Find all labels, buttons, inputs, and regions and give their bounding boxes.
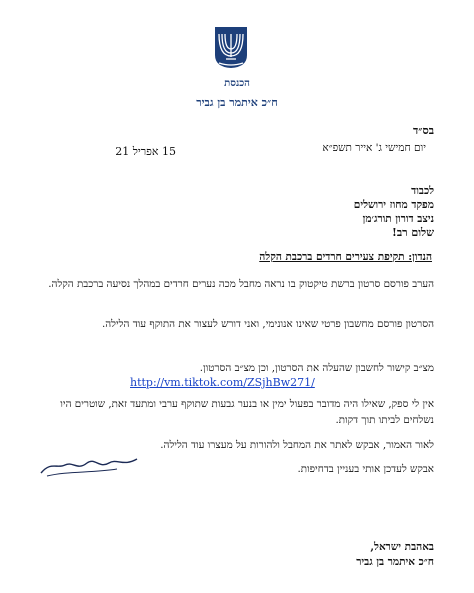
- body-paragraph: אבקש לעדכן אותי בעניין בדחיפות.: [297, 463, 434, 475]
- signature-block: [356, 540, 434, 570]
- greeting: שלום רב!: [392, 226, 434, 239]
- closing-line: באהבת ישראל,: [370, 541, 434, 553]
- institution-name: הכנסת: [224, 78, 250, 89]
- handwritten-signature: [37, 451, 141, 479]
- member-name: ח״כ איתמר בן גביר: [196, 96, 278, 109]
- recipient-line: לכבוד: [411, 185, 434, 197]
- hebrew-date: יום חמישי ג' אייר תשפ״א: [322, 142, 426, 154]
- body-paragraph: לאור האמור, אבקש לאתר את המחבל ולהורות על מעצרו עוד הלילה.: [160, 439, 434, 451]
- gregorian-date: 15 אפריל 21: [115, 145, 176, 158]
- body-paragraph: הערב פורסם סרטון ברשת טיקטוק בו נראה מחבל מכה נערים חרדים במהלך נסיעה ברכבת הקלה.: [48, 278, 434, 290]
- body-paragraph: אין לי ספק, שאילו היה מדובר בפעול ימין או בנער גבעות שתוקף ערבי ומתעד זאת, שוטרים היו נשלחים לביתו תוך דקות.: [60, 398, 434, 426]
- signer-name: ח״כ איתמר בן גביר: [356, 556, 434, 568]
- tiktok-link[interactable]: http://vm.tiktok.com/ZSjhBw271/: [130, 376, 315, 389]
- recipient-block: [354, 184, 434, 226]
- body-paragraph: מצ״ב קישור לחשבון שהעלה את הסרטון, וכן מצ״ב הסרטון.: [199, 362, 434, 374]
- recipient-line: ניצב דורון תורג׳מן: [362, 213, 434, 225]
- menorah-emblem-icon: [213, 25, 249, 69]
- subject-line: הנדון: תקיפת צעירים חרדים ברכבת הקלה: [259, 251, 432, 263]
- bsd-mark: בס״ד: [412, 124, 434, 137]
- recipient-line: מפקד מחוז ירושלים: [353, 199, 434, 211]
- body-paragraph: הסרטון פורסם מחשבון פרטי שאינו אנונימי, ואני דורש לעצור את התוקף עוד הלילה.: [101, 318, 434, 330]
